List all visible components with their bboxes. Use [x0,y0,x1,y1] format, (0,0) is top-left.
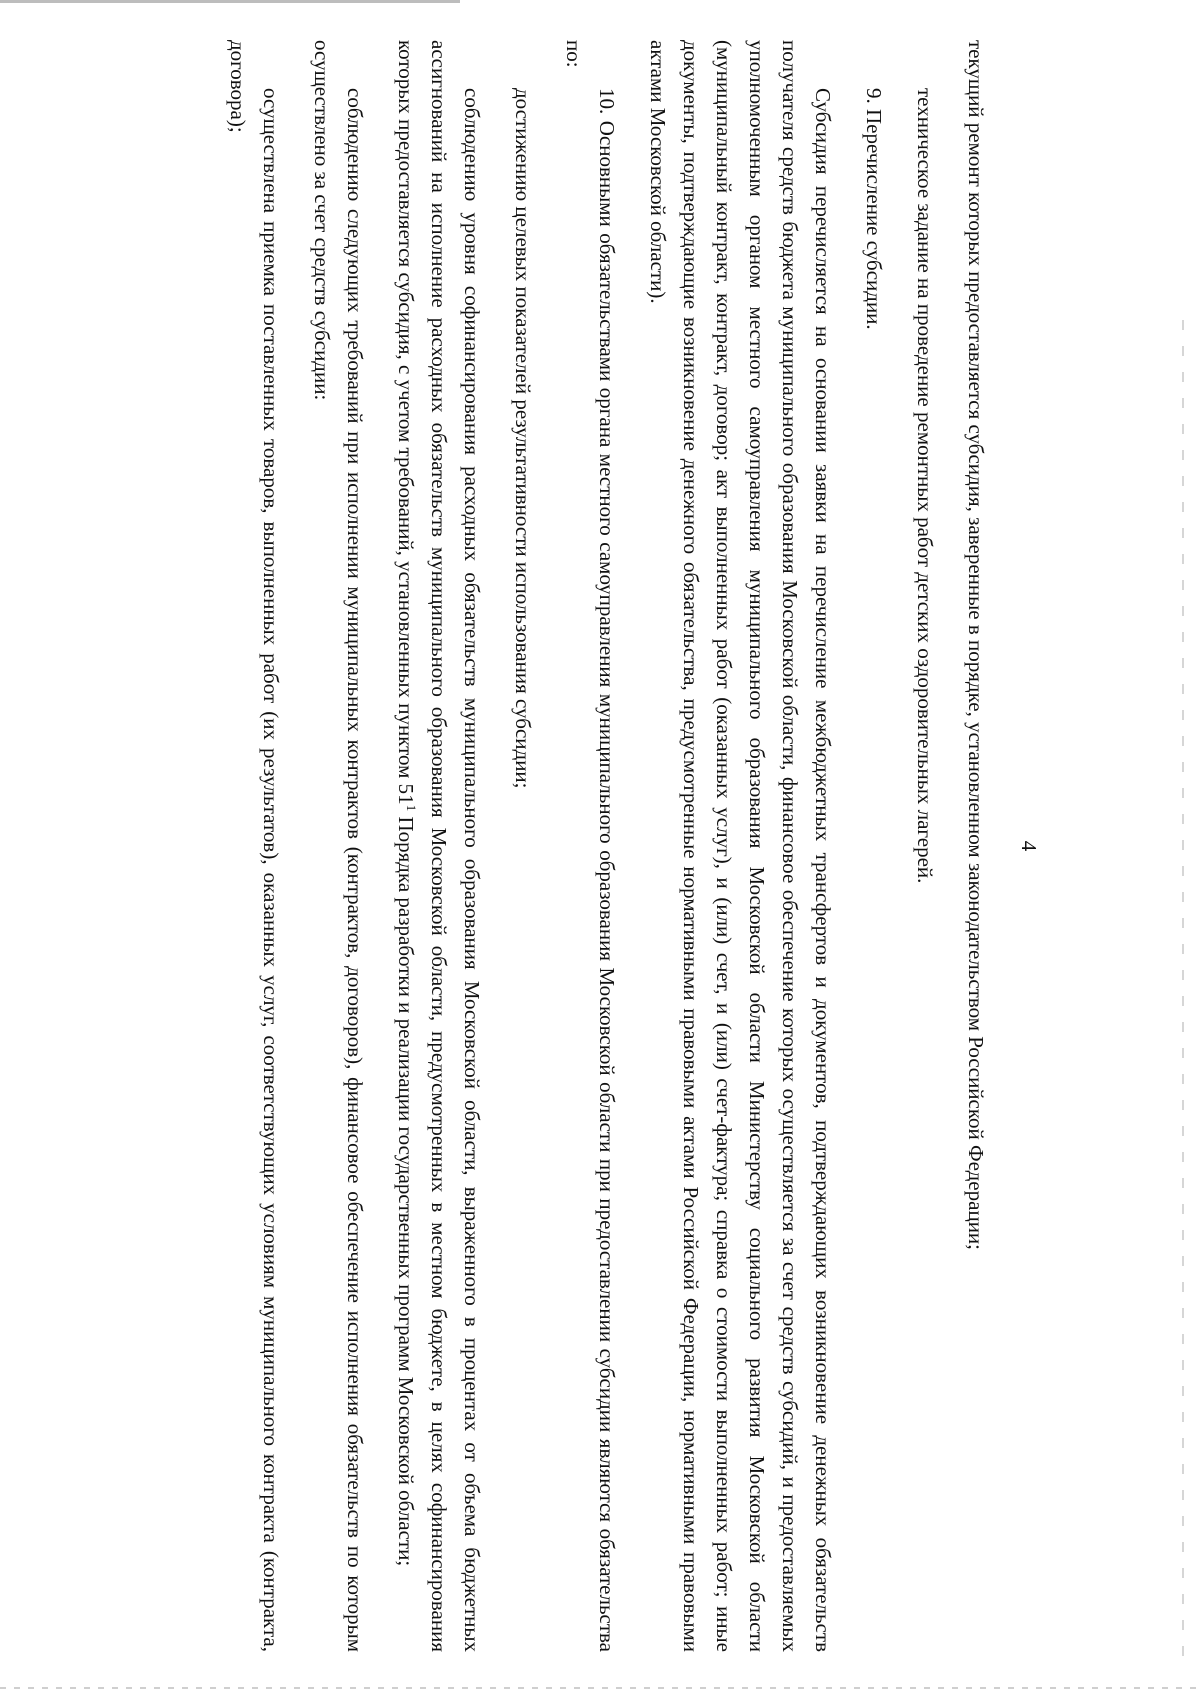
paragraph-cofinancing-part-1: соблюдению уровня софинансирования расходных обязательств муниципального образования Московской области, выраженного в процентах от объема бюджетных ассигнований на исполнение расходных обязательств муниципального образования Московской области, предусмотренных в местном бюджете, в целях софинансирования которых предоставляется субсидия, с учетом требований, установленных пунктом 51 [394,40,484,1652]
section-heading-10: 10. Основными обязательствами органа местного самоуправления муниципального образования Московской области при предоставлении субсидии являются обязательства по: [562,40,619,1652]
paragraph-cofinancing-part-2: Порядка разработки и реализации государственных программ Московской области; [394,811,418,1567]
paragraph-targets: достижению целевых показателей результативности использования субсидии; [511,88,535,789]
paragraph-acceptance: осуществлена приемка поставленных товаров, выполненных работ (их результатов), оказанных услуг, соответствующих условиям муниципального контракта (контракта, договора); [226,40,283,1652]
paragraph-cofinancing [389,40,488,1652]
section-heading-9: 9. Перечисление субсидии. [862,88,886,330]
paragraph-continuation: текущий ремонт которых предоставляется субсидия, заверенные в порядке, установленном законодательством Российской Федерации; [964,40,988,1251]
paragraph-contract-requirements: соблюдению следующих требований при исполнении муниципальных контрактов (контрактов, договоров), финансовое обеспечение исполнения обязательств по которым осуществлено за счет средств субсидии: [310,40,367,1652]
footnote-superscript: 1 [404,804,419,812]
paragraph-subsidy-transfer: Субсидия перечисляется на основании заявки на перечисление межбюджетных трансфертов и документов, подтверждающих возникновение денежных обязательств получателя средств бюджета муниципального образования Московской области, финансовое обеспечение которых осуществляется за счет средств субсидий, и предоставляемых уполномоченным органом местного самоуправления муниципального образования Московской области Министерству социального развития Московской области (муниципальный контракт, контракт, договор; акт выполненных работ (оказанных услуг), и (или) счет, и (или) счет-фактура; справка о стоимости выполненных работ; иные документы, подтверждающие возникновение денежного обязательства, предусмотренные нормативными правовыми актами Российской Федерации, нормативными правовыми актами Московской области). [646,40,835,1652]
scan-edge-right [1182,320,1184,1660]
scan-edge-bottom [0,1687,1200,1689]
scan-edge-top [0,0,460,3]
rotated-text-block [203,40,1045,1652]
page-number: 4 [1017,840,1041,852]
paragraph-technical-task: техническое задание на проведение ремонтных работ детских оздоровительных лагерей. [913,88,937,884]
